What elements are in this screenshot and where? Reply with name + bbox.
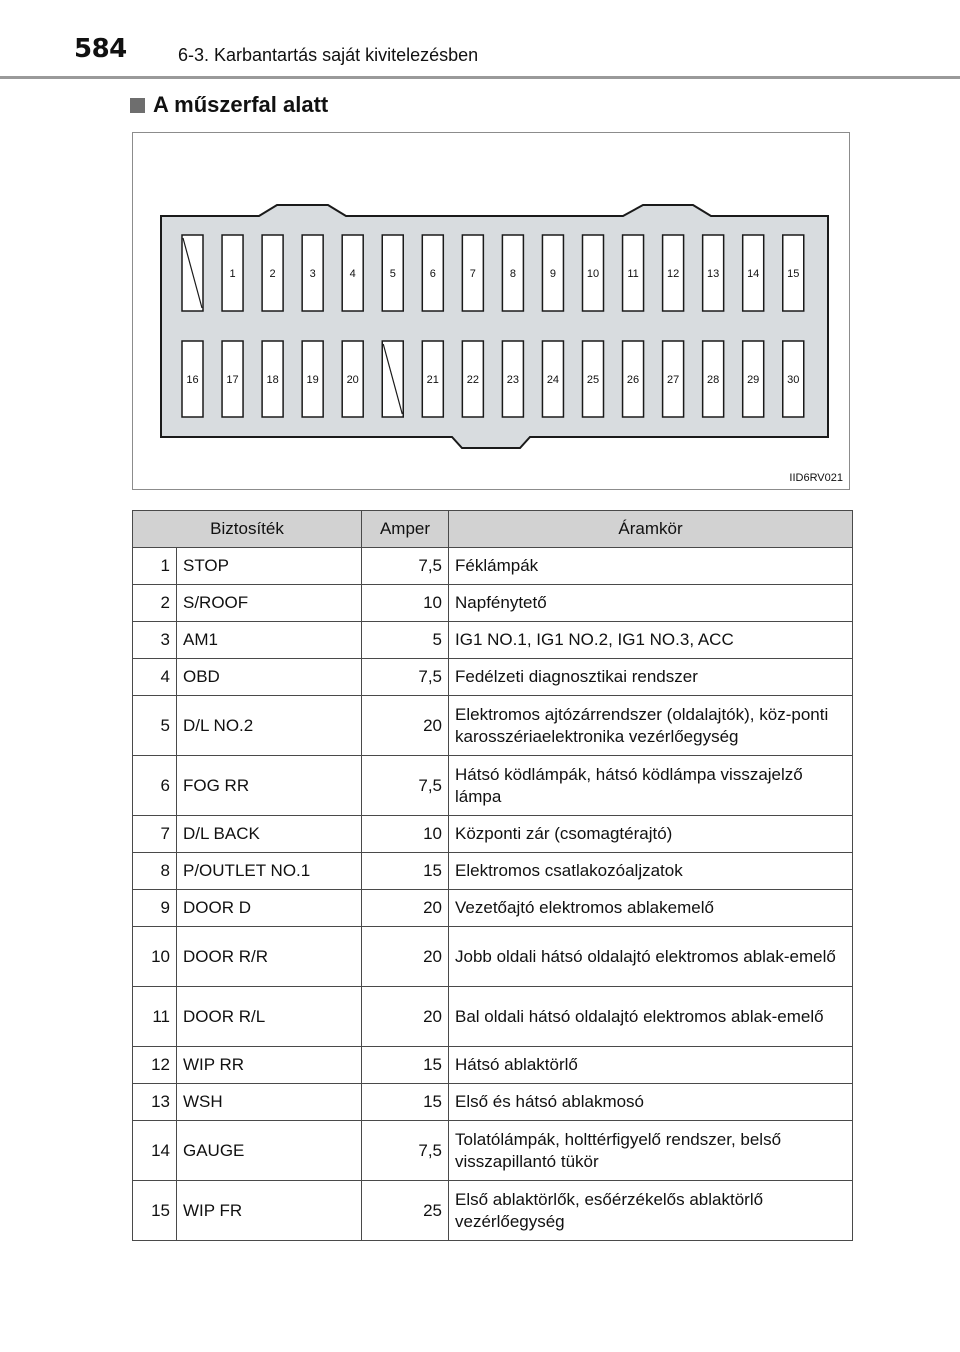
fuse-number: 1 bbox=[133, 548, 177, 585]
fuse-amperage: 25 bbox=[362, 1181, 449, 1241]
table-row bbox=[133, 548, 853, 585]
fuse-name: DOOR D bbox=[177, 890, 362, 927]
fuse-name: DOOR R/L bbox=[177, 987, 362, 1047]
fuse-name: WSH bbox=[177, 1084, 362, 1121]
fuse-name: FOG RR bbox=[177, 756, 362, 816]
header-amp: Amper bbox=[362, 511, 449, 548]
fuse-number: 4 bbox=[133, 659, 177, 696]
fuse-number-label: 13 bbox=[707, 268, 720, 280]
fuse-circuit: Hátsó ablaktörlő bbox=[449, 1047, 853, 1084]
fuse-circuit: Fedélzeti diagnosztikai rendszer bbox=[449, 659, 853, 696]
fuse-box-figure bbox=[132, 132, 850, 490]
fuse-number-label: 5 bbox=[389, 268, 396, 280]
fuse-amperage: 20 bbox=[362, 987, 449, 1047]
fuse-number-label: 29 bbox=[747, 374, 760, 386]
fuse-number-label: 20 bbox=[346, 374, 359, 386]
fuse-table bbox=[132, 510, 853, 1241]
fuse-amperage: 20 bbox=[362, 927, 449, 987]
fuse-number-label: 1 bbox=[229, 268, 236, 280]
fuse-number-label: 28 bbox=[707, 374, 720, 386]
fuse-circuit: Tolatólámpák, holttérfigyelő rendszer, belső visszapillantó tükör bbox=[449, 1121, 853, 1181]
fuse-number-label: 30 bbox=[787, 374, 800, 386]
fuse-number-label: 6 bbox=[429, 268, 436, 280]
section-heading-text: A műszerfal alatt bbox=[153, 92, 329, 117]
fuse-name: AM1 bbox=[177, 622, 362, 659]
fuse-amperage: 15 bbox=[362, 853, 449, 890]
fuse-name: OBD bbox=[177, 659, 362, 696]
table-row bbox=[133, 816, 853, 853]
fuse-number-label: 14 bbox=[747, 268, 760, 280]
table-header-row bbox=[133, 511, 853, 548]
fuse-number-label: 16 bbox=[186, 374, 199, 386]
figure-code: IID6RV021 bbox=[789, 472, 843, 484]
header-fuse: Biztosíték bbox=[133, 511, 362, 548]
fuse-number-label: 23 bbox=[506, 374, 520, 386]
fuse-circuit: Elektromos ajtózárrendszer (oldalajtók), köz-ponti karosszériaelektronika vezérlőegység bbox=[449, 696, 853, 756]
table-row bbox=[133, 987, 853, 1047]
fuse-number-label: 21 bbox=[426, 374, 439, 386]
fuse-circuit: Központi zár (csomagtérajtó) bbox=[449, 816, 853, 853]
fuse-amperage: 15 bbox=[362, 1084, 449, 1121]
fuse-number-label: 22 bbox=[466, 374, 479, 386]
fuse-number-label: 25 bbox=[586, 374, 600, 386]
table-row bbox=[133, 1084, 853, 1121]
fuse-name: WIP FR bbox=[177, 1181, 362, 1241]
fuse-amperage: 20 bbox=[362, 696, 449, 756]
section-heading bbox=[130, 92, 328, 118]
fuse-number: 2 bbox=[133, 585, 177, 622]
table-row bbox=[133, 696, 853, 756]
fuse-circuit: Hátsó ködlámpák, hátsó ködlámpa visszajelző lámpa bbox=[449, 756, 853, 816]
table-row bbox=[133, 1181, 853, 1241]
fuse-number-label: 18 bbox=[266, 374, 279, 386]
fuse-name: GAUGE bbox=[177, 1121, 362, 1181]
fuse-number-label: 19 bbox=[306, 374, 319, 386]
fuse-number-label: 15 bbox=[787, 268, 800, 280]
table-row bbox=[133, 1121, 853, 1181]
fuse-name: WIP RR bbox=[177, 1047, 362, 1084]
page-header bbox=[0, 0, 960, 80]
fuse-panel-outline bbox=[161, 205, 828, 448]
page-number: 584 bbox=[74, 34, 127, 64]
header-circuit: Áramkör bbox=[449, 511, 853, 548]
fuse-number: 7 bbox=[133, 816, 177, 853]
fuse-circuit: Féklámpák bbox=[449, 548, 853, 585]
fuse-circuit: Első és hátsó ablakmosó bbox=[449, 1084, 853, 1121]
fuse-amperage: 7,5 bbox=[362, 659, 449, 696]
table-row bbox=[133, 853, 853, 890]
table-row bbox=[133, 659, 853, 696]
fuse-number: 14 bbox=[133, 1121, 177, 1181]
fuse-number-label: 8 bbox=[509, 268, 516, 280]
fuse-circuit: Vezetőajtó elektromos ablakemelő bbox=[449, 890, 853, 927]
fuse-number: 13 bbox=[133, 1084, 177, 1121]
fuse-circuit: Első ablaktörlők, esőérzékelős ablaktörlő vezérlőegység bbox=[449, 1181, 853, 1241]
fuse-number: 9 bbox=[133, 890, 177, 927]
fuse-number-label: 26 bbox=[626, 374, 640, 386]
fuse-name: D/L NO.2 bbox=[177, 696, 362, 756]
fuse-number-label: 9 bbox=[549, 268, 557, 280]
table-row bbox=[133, 1047, 853, 1084]
table-row bbox=[133, 622, 853, 659]
fuse-amperage: 10 bbox=[362, 816, 449, 853]
fuse-box-diagram bbox=[133, 133, 849, 489]
table-row bbox=[133, 585, 853, 622]
fuse-number: 3 bbox=[133, 622, 177, 659]
chapter-title: 6-3. Karbantartás saját kivitelezésben bbox=[178, 45, 479, 65]
table-row bbox=[133, 890, 853, 927]
fuse-number-label: 12 bbox=[666, 268, 680, 280]
fuse-number: 15 bbox=[133, 1181, 177, 1241]
table-row bbox=[133, 756, 853, 816]
fuse-amperage: 7,5 bbox=[362, 548, 449, 585]
fuse-number-label: 10 bbox=[586, 268, 600, 280]
fuse-number: 6 bbox=[133, 756, 177, 816]
header-rule bbox=[0, 76, 960, 79]
fuse-amperage: 15 bbox=[362, 1047, 449, 1084]
fuse-amperage: 7,5 bbox=[362, 1121, 449, 1181]
fuse-number-label: 3 bbox=[309, 268, 316, 280]
table-row bbox=[133, 927, 853, 987]
fuse-amperage: 5 bbox=[362, 622, 449, 659]
fuse-circuit: IG1 NO.1, IG1 NO.2, IG1 NO.3, ACC bbox=[449, 622, 853, 659]
fuse-number: 10 bbox=[133, 927, 177, 987]
fuse-number-label: 27 bbox=[666, 374, 680, 386]
fuse-name: P/OUTLET NO.1 bbox=[177, 853, 362, 890]
fuse-number-label: 11 bbox=[627, 268, 639, 280]
fuse-name: STOP bbox=[177, 548, 362, 585]
square-bullet-icon bbox=[130, 98, 145, 113]
fuse-number-label: 4 bbox=[349, 268, 356, 280]
fuse-circuit: Napfénytető bbox=[449, 585, 853, 622]
fuse-amperage: 10 bbox=[362, 585, 449, 622]
fuse-name: DOOR R/R bbox=[177, 927, 362, 987]
fuse-number: 5 bbox=[133, 696, 177, 756]
fuse-name: S/ROOF bbox=[177, 585, 362, 622]
fuse-number: 11 bbox=[133, 987, 177, 1047]
fuse-amperage: 7,5 bbox=[362, 756, 449, 816]
fuse-number-label: 2 bbox=[269, 268, 276, 280]
fuse-number-label: 17 bbox=[226, 374, 239, 386]
fuse-number-label: 24 bbox=[546, 374, 560, 386]
fuse-amperage: 20 bbox=[362, 890, 449, 927]
fuse-number-label: 7 bbox=[469, 268, 476, 280]
fuse-circuit: Bal oldali hátsó oldalajtó elektromos ablak-emelő bbox=[449, 987, 853, 1047]
fuse-name: D/L BACK bbox=[177, 816, 362, 853]
fuse-circuit: Elektromos csatlakozóaljzatok bbox=[449, 853, 853, 890]
fuse-number: 8 bbox=[133, 853, 177, 890]
fuse-circuit: Jobb oldali hátsó oldalajtó elektromos ablak-emelő bbox=[449, 927, 853, 987]
fuse-number: 12 bbox=[133, 1047, 177, 1084]
